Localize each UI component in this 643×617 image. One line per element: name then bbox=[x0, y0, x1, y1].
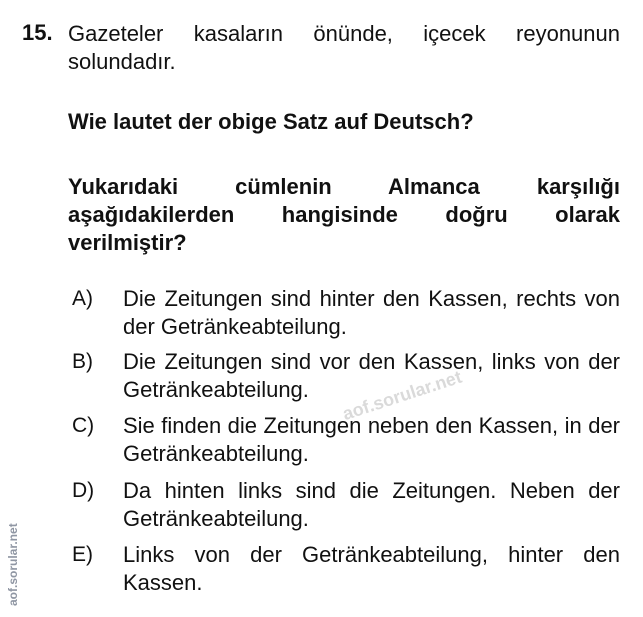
option-text: Links von der Getränkeabteilung, hinter den Kassen. bbox=[123, 542, 620, 595]
question-stem: Gazeteler kasaların önünde, içecek reyonunun solundadır. bbox=[68, 21, 620, 74]
option-e[interactable] bbox=[72, 541, 620, 597]
turkish-prompt-line: Yukarıdaki cümlenin Almanca karşılığı bbox=[68, 174, 620, 199]
option-text: Die Zeitungen sind vor den Kassen, links von der Getränkeabteilung. bbox=[123, 349, 620, 402]
option-text: Die Zeitungen sind hinter den Kassen, rechts von der Getränkeabteilung. bbox=[123, 286, 620, 339]
option-text: Sie finden die Zeitungen neben den Kassen, in der Getränkeabteilung. bbox=[123, 413, 620, 466]
option-letter: A) bbox=[72, 287, 93, 310]
turkish-prompt-line: verilmiştir? bbox=[68, 230, 187, 255]
watermark: aof.sorular.net bbox=[340, 366, 465, 425]
option-b[interactable] bbox=[72, 348, 620, 404]
option-letter: D) bbox=[72, 479, 95, 502]
option-text: Da hinten links sind die Zeitungen. Neben der Getränkeabteilung. bbox=[123, 478, 620, 531]
turkish-prompt bbox=[68, 173, 620, 257]
option-a[interactable] bbox=[72, 285, 620, 341]
side-watermark: aof.sorular.net bbox=[6, 523, 20, 606]
turkish-prompt-line: aşağıdakilerden hangisinde doğru olarak bbox=[68, 202, 620, 227]
option-letter: E) bbox=[72, 543, 93, 566]
option-letter: B) bbox=[72, 350, 93, 373]
option-d[interactable] bbox=[72, 477, 620, 533]
question-number: 15. bbox=[22, 20, 53, 45]
option-letter: C) bbox=[72, 414, 95, 437]
german-prompt: Wie lautet der obige Satz auf Deutsch? bbox=[68, 109, 474, 134]
